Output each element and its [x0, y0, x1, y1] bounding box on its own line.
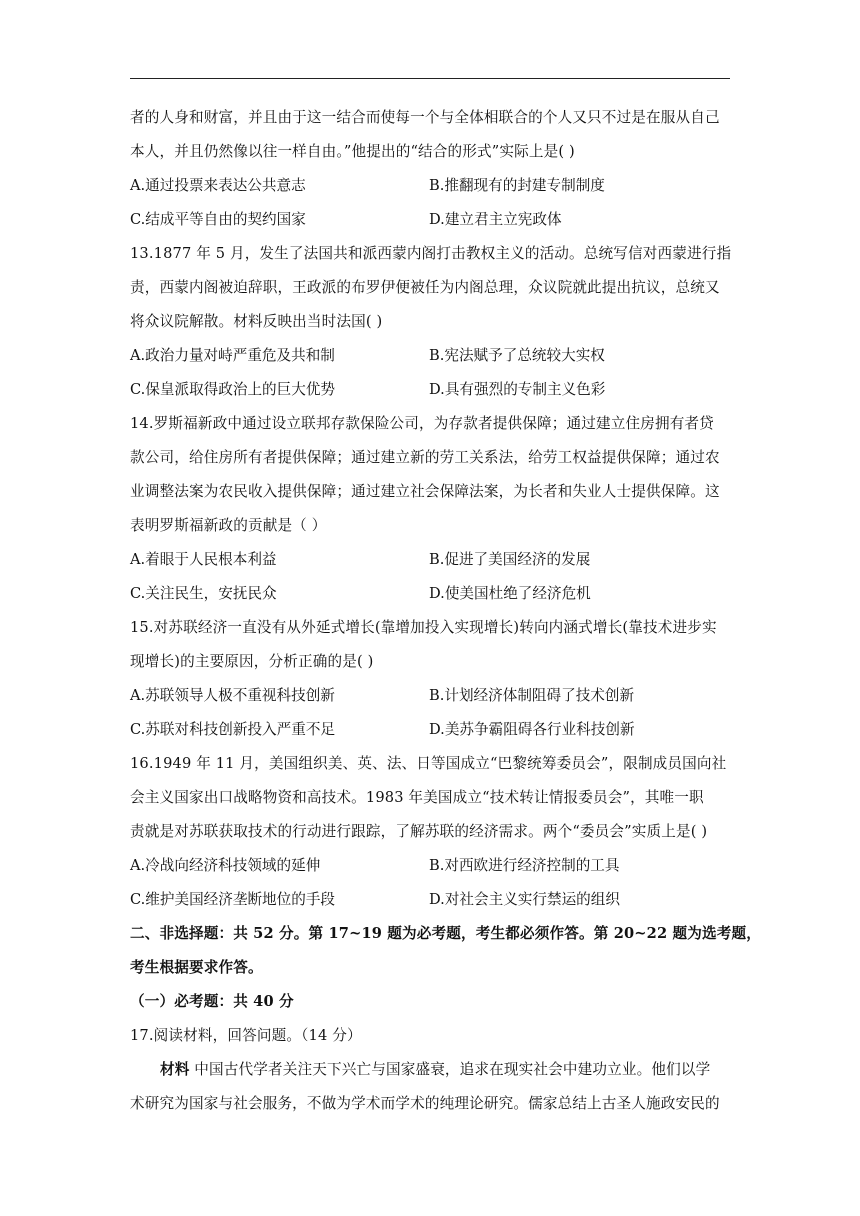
q17-title: 17.阅读材料，回答问题。（14 分） [130, 1027, 362, 1044]
q12-line2: 本人，并且仍然像以往一样自由。”他提出的“结合的形式”实际上是( ) [130, 143, 575, 160]
q12-option-c: C.结成平等自由的契约国家 [130, 211, 306, 228]
q14-options-ab [130, 543, 732, 577]
q17-material-text1: 中国古代学者关注天下兴亡与国家盛衰，追求在现实社会中建功立业。他们以学 [189, 1061, 711, 1078]
section2-heading-line2: 考生根据要求作答。 [130, 959, 263, 976]
q14-line4: 表明罗斯福新政的贡献是（ ） [130, 517, 327, 534]
q12-option-d: D.建立君主立宪政体 [429, 211, 562, 228]
q13-line1: 13.1877 年 5 月，发生了法国共和派西蒙内阁打击教权主义的活动。总统写信对西蒙进行指 [130, 245, 732, 262]
q17-material-label: 材料 [160, 1061, 190, 1078]
section2-subheading: （一）必考题：共 40 分 [130, 993, 294, 1010]
q13-options-cd [130, 373, 732, 407]
q13-option-c: C.保皇派取得政治上的巨大优势 [130, 381, 336, 398]
q14-options-cd [130, 577, 732, 611]
q16-option-b: B.对西欧进行经济控制的工具 [429, 857, 620, 874]
q16-option-d: D.对社会主义实行禁运的组织 [429, 891, 620, 908]
q16-option-c: C.维护美国经济垄断地位的手段 [130, 891, 336, 908]
q14-option-c: C.关注民生，安抚民众 [130, 585, 277, 602]
q12-options-cd [130, 203, 732, 237]
q14-option-b: B.促进了美国经济的发展 [429, 551, 591, 568]
q12-option-b: B.推翻现有的封建专制制度 [429, 177, 605, 194]
q12-line1: 者的人身和财富，并且由于这一结合而使每一个与全体相联合的个人又只不过是在服从自己 [130, 109, 720, 126]
q16-line3: 责就是对苏联获取技术的行动进行跟踪，了解苏联的经济需求。两个“委员会”实质上是( ) [130, 823, 708, 840]
q13-option-a: A.政治力量对峙严重危及共和制 [130, 347, 335, 364]
page-content [130, 101, 761, 1121]
q13-option-b: B.宪法赋予了总统较大实权 [429, 347, 605, 364]
q15-option-c: C.苏联对科技创新投入严重不足 [130, 721, 336, 738]
q12-option-a: A.通过投票来表达公共意志 [130, 177, 306, 194]
q14-option-a: A.着眼于人民根本利益 [130, 551, 277, 568]
q13-option-d: D.具有强烈的专制主义色彩 [429, 381, 606, 398]
q17-material-line2: 术研究为国家与社会服务，不做为学术而学术的纯理论研究。儒家总结上古圣人施政安民的 [130, 1095, 720, 1112]
q14-option-d: D.使美国杜绝了经济危机 [429, 585, 591, 602]
q16-options-ab [130, 849, 732, 883]
section2-heading-line1: 二、非选择题：共 52 分。第 17~19 题为必考题，考生都必须作答。第 20~22 题为选考题， [130, 925, 761, 942]
q14-line2: 款公司，给住房所有者提供保障；通过建立新的劳工关系法，给劳工权益提供保障；通过农 [130, 449, 720, 466]
q16-line1: 16.1949 年 11 月，美国组织美、英、法、日等国成立“巴黎统筹委员会”，限制成员国向社 [130, 755, 727, 772]
q14-line1: 14.罗斯福新政中通过设立联邦存款保险公司，为存款者提供保障；通过建立住房拥有者贷 [130, 415, 714, 432]
q15-option-d: D.美苏争霸阻碍各行业科技创新 [429, 721, 635, 738]
header-rule [130, 78, 730, 79]
q15-line2: 现增长)的主要原因，分析正确的是( ) [130, 653, 374, 670]
q14-line3: 业调整法案为农民收入提供保障；通过建立社会保障法案，为长者和失业人士提供保障。这 [130, 483, 720, 500]
q15-option-b: B.计划经济体制阻碍了技术创新 [429, 687, 635, 704]
q15-option-a: A.苏联领导人极不重视科技创新 [130, 687, 335, 704]
q13-line2: 责，西蒙内阁被迫辞职，王政派的布罗伊便被任为内阁总理，众议院就此提出抗议，总统又 [130, 279, 720, 296]
q16-options-cd [130, 883, 732, 917]
q15-line1: 15.对苏联经济一直没有从外延式增长(靠增加投入实现增长)转向内涵式增长(靠技术进步实 [130, 619, 717, 636]
q16-line2: 会主义国家出口战略物资和高技术。1983 年美国成立“技术转让情报委员会”，其唯一职 [130, 789, 704, 806]
q12-options-ab [130, 169, 732, 203]
q13-line3: 将众议院解散。材料反映出当时法国( ) [130, 313, 383, 330]
q16-option-a: A.冷战向经济科技领域的延伸 [130, 857, 321, 874]
q13-options-ab [130, 339, 732, 373]
q17-material-line1 [130, 1053, 732, 1087]
q15-options-ab [130, 679, 732, 713]
q15-options-cd [130, 713, 732, 747]
